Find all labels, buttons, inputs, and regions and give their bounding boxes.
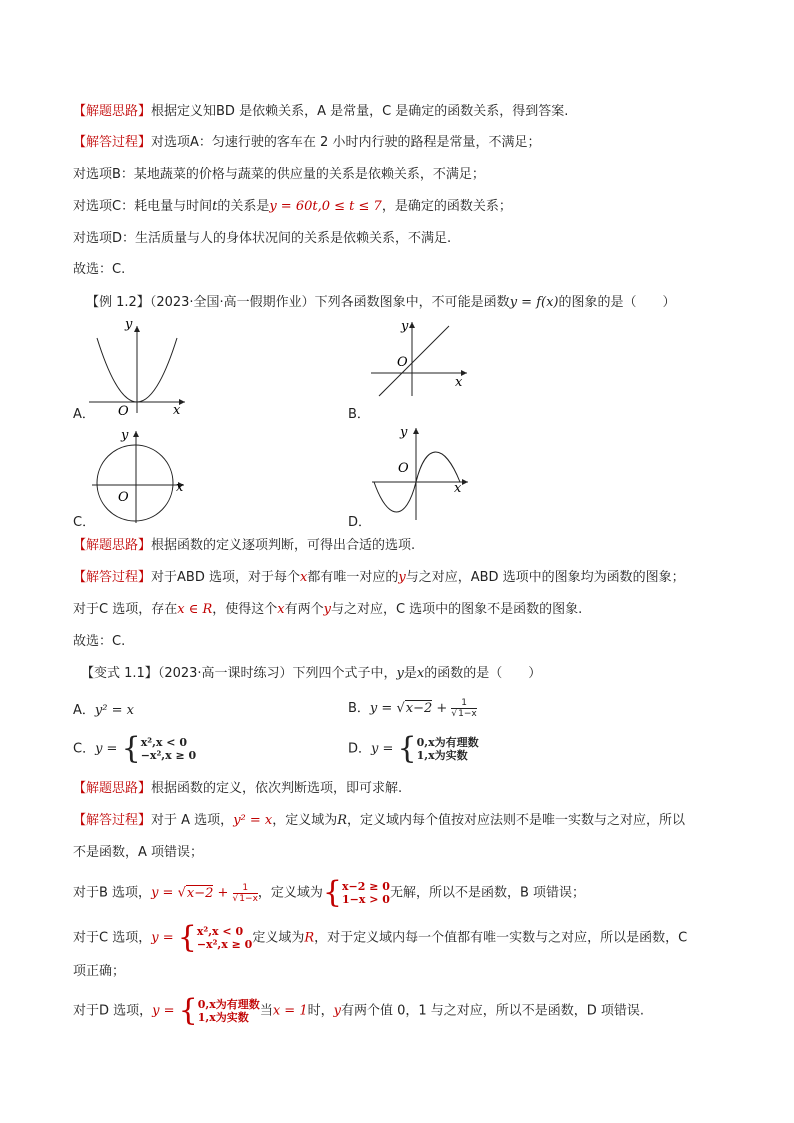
system-row: 1−x > 0: [342, 893, 390, 906]
text: 对于ABD 选项，对于每个: [151, 570, 300, 585]
thinking-tag: 【解题思路】: [73, 104, 152, 119]
text: y =: [152, 1003, 179, 1019]
den-content: 1−x: [239, 893, 258, 904]
text: y =: [369, 701, 397, 716]
graph-b: [365, 318, 475, 398]
formula: y = f(x): [509, 295, 559, 310]
text: 的关系是: [217, 199, 270, 214]
variant-tag: 【变式 1.1】: [81, 666, 158, 681]
graph-d: [368, 422, 474, 522]
solution-line-1: [73, 134, 540, 152]
axis-y-label: y: [125, 318, 133, 332]
text: 对于D 选项，: [73, 1003, 153, 1019]
option-label: D．: [348, 741, 372, 757]
piece-row: x²,x < 0: [196, 925, 244, 938]
text: 时，: [307, 1003, 334, 1019]
axis-x-label: x: [173, 403, 181, 418]
sqrt-content: x−2: [405, 701, 433, 716]
origin-label: O: [398, 461, 409, 476]
piecewise: [197, 925, 253, 951]
formula: x ∈ R: [177, 602, 213, 617]
solution-tag: 【解答过程】: [73, 813, 152, 828]
text: y =: [95, 741, 122, 757]
text: 当: [259, 1003, 273, 1019]
left-brace: {: [397, 731, 417, 766]
left-brace: {: [177, 920, 197, 955]
piece-row: 1,x为实数: [416, 749, 468, 762]
option-b: [348, 698, 477, 719]
system-row: x−2 ≥ 0: [342, 880, 390, 893]
var-y: y: [333, 1003, 341, 1019]
denominator: √1−x: [451, 709, 477, 719]
origin-label: O: [118, 404, 129, 418]
solution-line-2: 对选项B：某地蔬菜的价格与蔬菜的供应量的关系是依赖关系，不满足；: [73, 167, 485, 182]
axis-x-label: x: [455, 375, 463, 390]
graph-c: [88, 425, 194, 525]
example-answer-line: 故选：C.: [73, 634, 126, 649]
text: y =: [371, 741, 398, 757]
graph-c-label: C．: [73, 515, 96, 530]
variant-1-1-question: [81, 665, 541, 683]
left-brace: {: [121, 731, 141, 766]
option-formula: y² = x: [94, 703, 134, 718]
graph-a-label: A．: [73, 407, 95, 422]
var-t: t: [212, 199, 218, 214]
variant-solution-line-2: 不是函数，A 项错误；: [73, 845, 204, 860]
text: y =: [151, 930, 178, 946]
example-thinking-line: [73, 537, 415, 555]
variant-source: （2023·高一课时练习）: [157, 666, 293, 681]
text: 对于C 选项，: [73, 930, 152, 946]
text: 有两个值 0，1 与之对应，所以不是函数，D 项错误.: [340, 1003, 645, 1019]
var-x: x: [416, 666, 425, 681]
text: +: [213, 885, 233, 901]
text: +: [432, 701, 452, 716]
sqrt-content: x−2: [186, 885, 214, 901]
text: 与之对应，C 选项中的图象不是函数的图象.: [330, 602, 583, 617]
formula: x = 1: [272, 1003, 308, 1019]
thinking-tag: 【解题思路】: [73, 781, 152, 796]
text: 对于 A 选项，: [151, 813, 234, 828]
piece-row: 0,x为有理数: [416, 736, 479, 749]
variant-solution-c-cont: 项正确；: [73, 964, 126, 979]
fraction: [233, 883, 258, 904]
piece-row: −x²,x ≥ 0: [196, 938, 253, 951]
var-y: y: [396, 666, 404, 681]
var-R: R: [337, 813, 348, 828]
formula: y = 60t,0 ≤ t ≤ 7: [269, 199, 382, 214]
example-source: （2023·全国·高一假期作业）: [149, 295, 315, 310]
piecewise: [141, 736, 197, 762]
variant-solution-d: [73, 993, 645, 1028]
numerator: 1: [233, 883, 258, 894]
thinking-tag: 【解题思路】: [73, 538, 152, 553]
left-brace: {: [322, 875, 342, 910]
solution-line-3: [73, 198, 512, 216]
numerator: 1: [451, 698, 476, 709]
option-label: A．: [73, 703, 95, 718]
fraction: [451, 698, 476, 719]
formula: y² = x: [233, 813, 273, 828]
thinking-text: 根据函数的定义逐项判断，可得出合适的选项.: [151, 538, 416, 553]
den-content: 1−x: [458, 709, 477, 719]
option-a: [73, 702, 134, 720]
example-text: 的图象的是（ ）: [558, 295, 676, 310]
option-c: [73, 731, 197, 766]
var-y: y: [398, 570, 406, 585]
option-d: [348, 731, 479, 766]
axis-y-label: y: [400, 425, 408, 440]
var-x: x: [277, 602, 285, 617]
example-tag: 【例 1.2】: [86, 295, 150, 310]
variant-solution-c: [73, 920, 688, 955]
solution-text: 对选项A：匀速行驶的客车在 2 小时内行驶的路程是常量，不满足；: [151, 135, 541, 150]
var-x: x: [299, 570, 308, 585]
sqrt-sign: √: [396, 701, 405, 716]
variant-thinking-line: [73, 780, 402, 798]
text: ，定义域为: [257, 885, 323, 901]
piece-row: −x²,x ≥ 0: [140, 749, 197, 762]
var-R: R: [304, 930, 315, 946]
origin-label: O: [397, 355, 408, 370]
text: 对选项C：耗电量与时间: [73, 199, 213, 214]
piecewise: [198, 998, 260, 1024]
graph-b-label: B．: [348, 407, 370, 422]
option-label: C．: [73, 741, 96, 757]
text: 都有唯一对应的: [307, 570, 399, 585]
system: [342, 880, 390, 906]
text: 与之对应，ABD 选项中的图象均为函数的图象；: [405, 570, 685, 585]
variant-text: 下列四个式子中，: [292, 666, 397, 681]
text: 定义域为: [252, 930, 305, 946]
text: 是: [403, 666, 417, 681]
variant-solution-b: [73, 875, 586, 910]
graph-d-label: D．: [348, 515, 372, 530]
text: 有两个: [284, 602, 324, 617]
thinking-text: 根据函数的定义，依次判断选项，即可求解.: [151, 781, 403, 796]
example-1-2-question: [86, 294, 676, 312]
axis-x-label: x: [176, 480, 184, 495]
graph-a: [85, 318, 195, 418]
thinking-line-1: [73, 103, 568, 121]
sqrt-sign: √: [177, 885, 186, 901]
axis-x-label: x: [454, 481, 462, 496]
example-solution-line-2: [73, 601, 582, 619]
text: ，对于定义域内每一个值都有唯一实数与之对应，所以是函数，C: [314, 930, 688, 946]
answer-line: 故选：C.: [73, 262, 126, 277]
text: y =: [151, 885, 178, 901]
axis-y-label: y: [121, 428, 129, 443]
text: 对于B 选项，: [73, 885, 152, 901]
option-label: B．: [348, 701, 370, 716]
text: ，定义域内每个值按对应法则不是唯一实数与之对应，所以: [347, 813, 686, 828]
text: ，是确定的函数关系；: [381, 199, 512, 214]
text: 对于C 选项，存在: [73, 602, 178, 617]
piece-row: 1,x为实数: [197, 1011, 249, 1024]
piece-row: 0,x为有理数: [197, 998, 260, 1011]
denominator: √1−x: [232, 893, 258, 904]
thinking-text: 根据定义知BD 是依赖关系，A 是常量，C 是确定的函数关系，得到答案.: [151, 104, 569, 119]
variant-text: 的函数的是（ ）: [424, 666, 542, 681]
text: 无解，所以不是函数，B 项错误；: [389, 885, 586, 901]
axis-y-label: y: [401, 319, 409, 334]
origin-label: O: [118, 490, 129, 505]
variant-solution-line-1: [73, 812, 685, 830]
text: ，定义域为: [272, 813, 338, 828]
example-solution-line-1: [73, 569, 685, 587]
example-text: 下列各函数图象中，不可能是函数: [314, 295, 510, 310]
solution-line-4: 对选项D：生活质量与人的身体状况间的关系是依赖关系，不满足.: [73, 231, 452, 246]
piece-row: x²,x < 0: [140, 736, 187, 749]
solution-tag: 【解答过程】: [73, 135, 152, 150]
var-y: y: [323, 602, 331, 617]
text: ，使得这个: [212, 602, 278, 617]
solution-tag: 【解答过程】: [73, 570, 152, 585]
piecewise: [417, 736, 479, 762]
left-brace: {: [178, 993, 198, 1028]
